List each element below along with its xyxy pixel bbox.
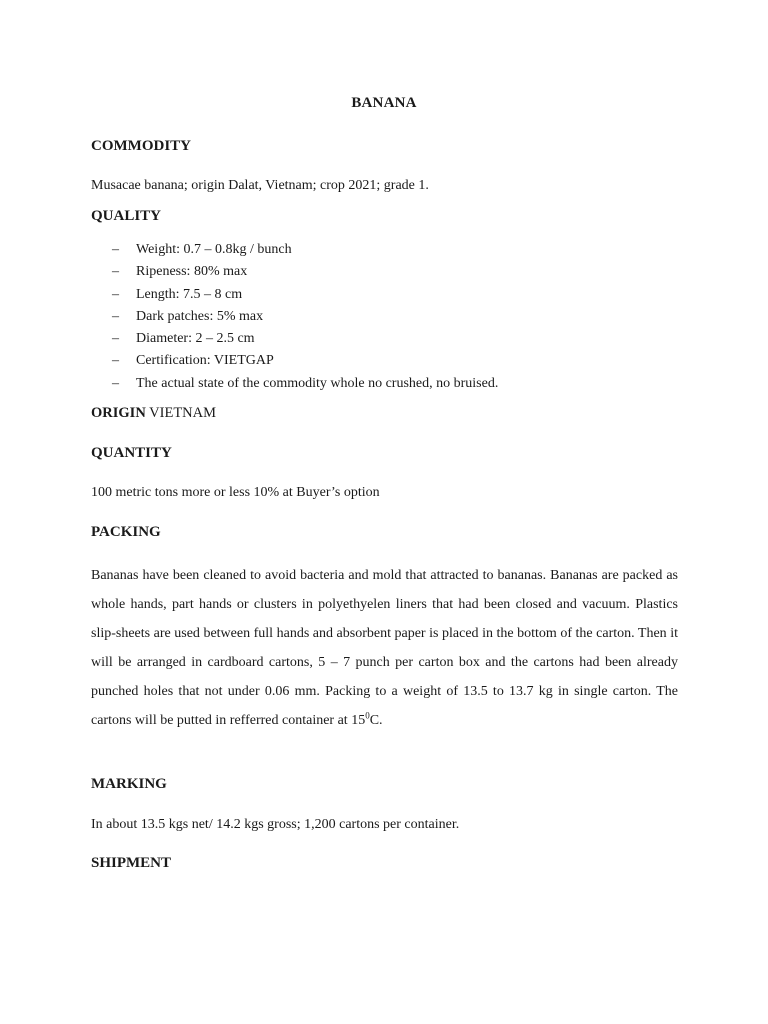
- quality-item: – Certification: VIETGAP: [112, 350, 498, 372]
- commodity-heading: COMMODITY: [91, 138, 191, 154]
- bullet-dash: –: [112, 264, 119, 280]
- quality-item: – Ripeness: 80% max: [112, 261, 498, 283]
- packing-heading: PACKING: [91, 524, 161, 540]
- quantity-text: 100 metric tons more or less 10% at Buyer’s option: [91, 485, 380, 500]
- bullet-dash: –: [112, 286, 119, 302]
- bullet-dash: –: [112, 353, 119, 369]
- quality-item: – The actual state of the commodity whole no crushed, no bruised.: [112, 373, 498, 395]
- quality-item: – Dark patches: 5% max: [112, 306, 498, 328]
- document-title: BANANA: [351, 95, 417, 111]
- origin-line: [91, 405, 216, 422]
- quantity-heading: QUANTITY: [91, 445, 172, 461]
- temperature-degree: 0: [365, 710, 370, 721]
- shipment-heading: SHIPMENT: [91, 855, 172, 871]
- quality-item: – Diameter: 2 – 2.5 cm: [112, 328, 498, 350]
- commodity-text: Musacae banana; origin Dalat, Vietnam; crop 2021; grade 1.: [91, 178, 429, 193]
- bullet-dash: –: [112, 375, 119, 391]
- packing-text: Bananas have been cleaned to avoid bacteria and mold that attracted to bananas. Bananas are packed as whole hands, part hands or clusters in polyethyelen liners that had been closed and vacuum. Plastics slip-sheets are used between full hands and absorbent paper is placed in the bottom of the carton. Then it will be arranged in cardboard cartons, 5 – 7 punch per carton box and the cartons had been already punched holes that not under 0.06 mm. Packing to a weight of 13.5 to 13.7 kg in single carton. The cartons will be putted in refferred container at $15^0C$.: [91, 568, 678, 728]
- quality-list: [112, 239, 498, 395]
- origin-value: VIETNAM: [149, 405, 217, 421]
- origin-heading: ORIGIN: [91, 405, 146, 421]
- marking-heading: MARKING: [91, 776, 167, 792]
- bullet-dash: –: [112, 242, 119, 257]
- quality-item: – Length: 7.5 – 8 cm: [112, 284, 498, 306]
- marking-text: In about 13.5 kgs net/ 14.2 kgs gross; 1,200 cartons per container.: [91, 817, 460, 832]
- quality-heading: QUALITY: [91, 208, 162, 224]
- bullet-dash: –: [112, 308, 119, 324]
- quality-item: – Weight: 0.7 – 0.8kg / bunch: [112, 239, 498, 261]
- bullet-dash: –: [112, 331, 119, 347]
